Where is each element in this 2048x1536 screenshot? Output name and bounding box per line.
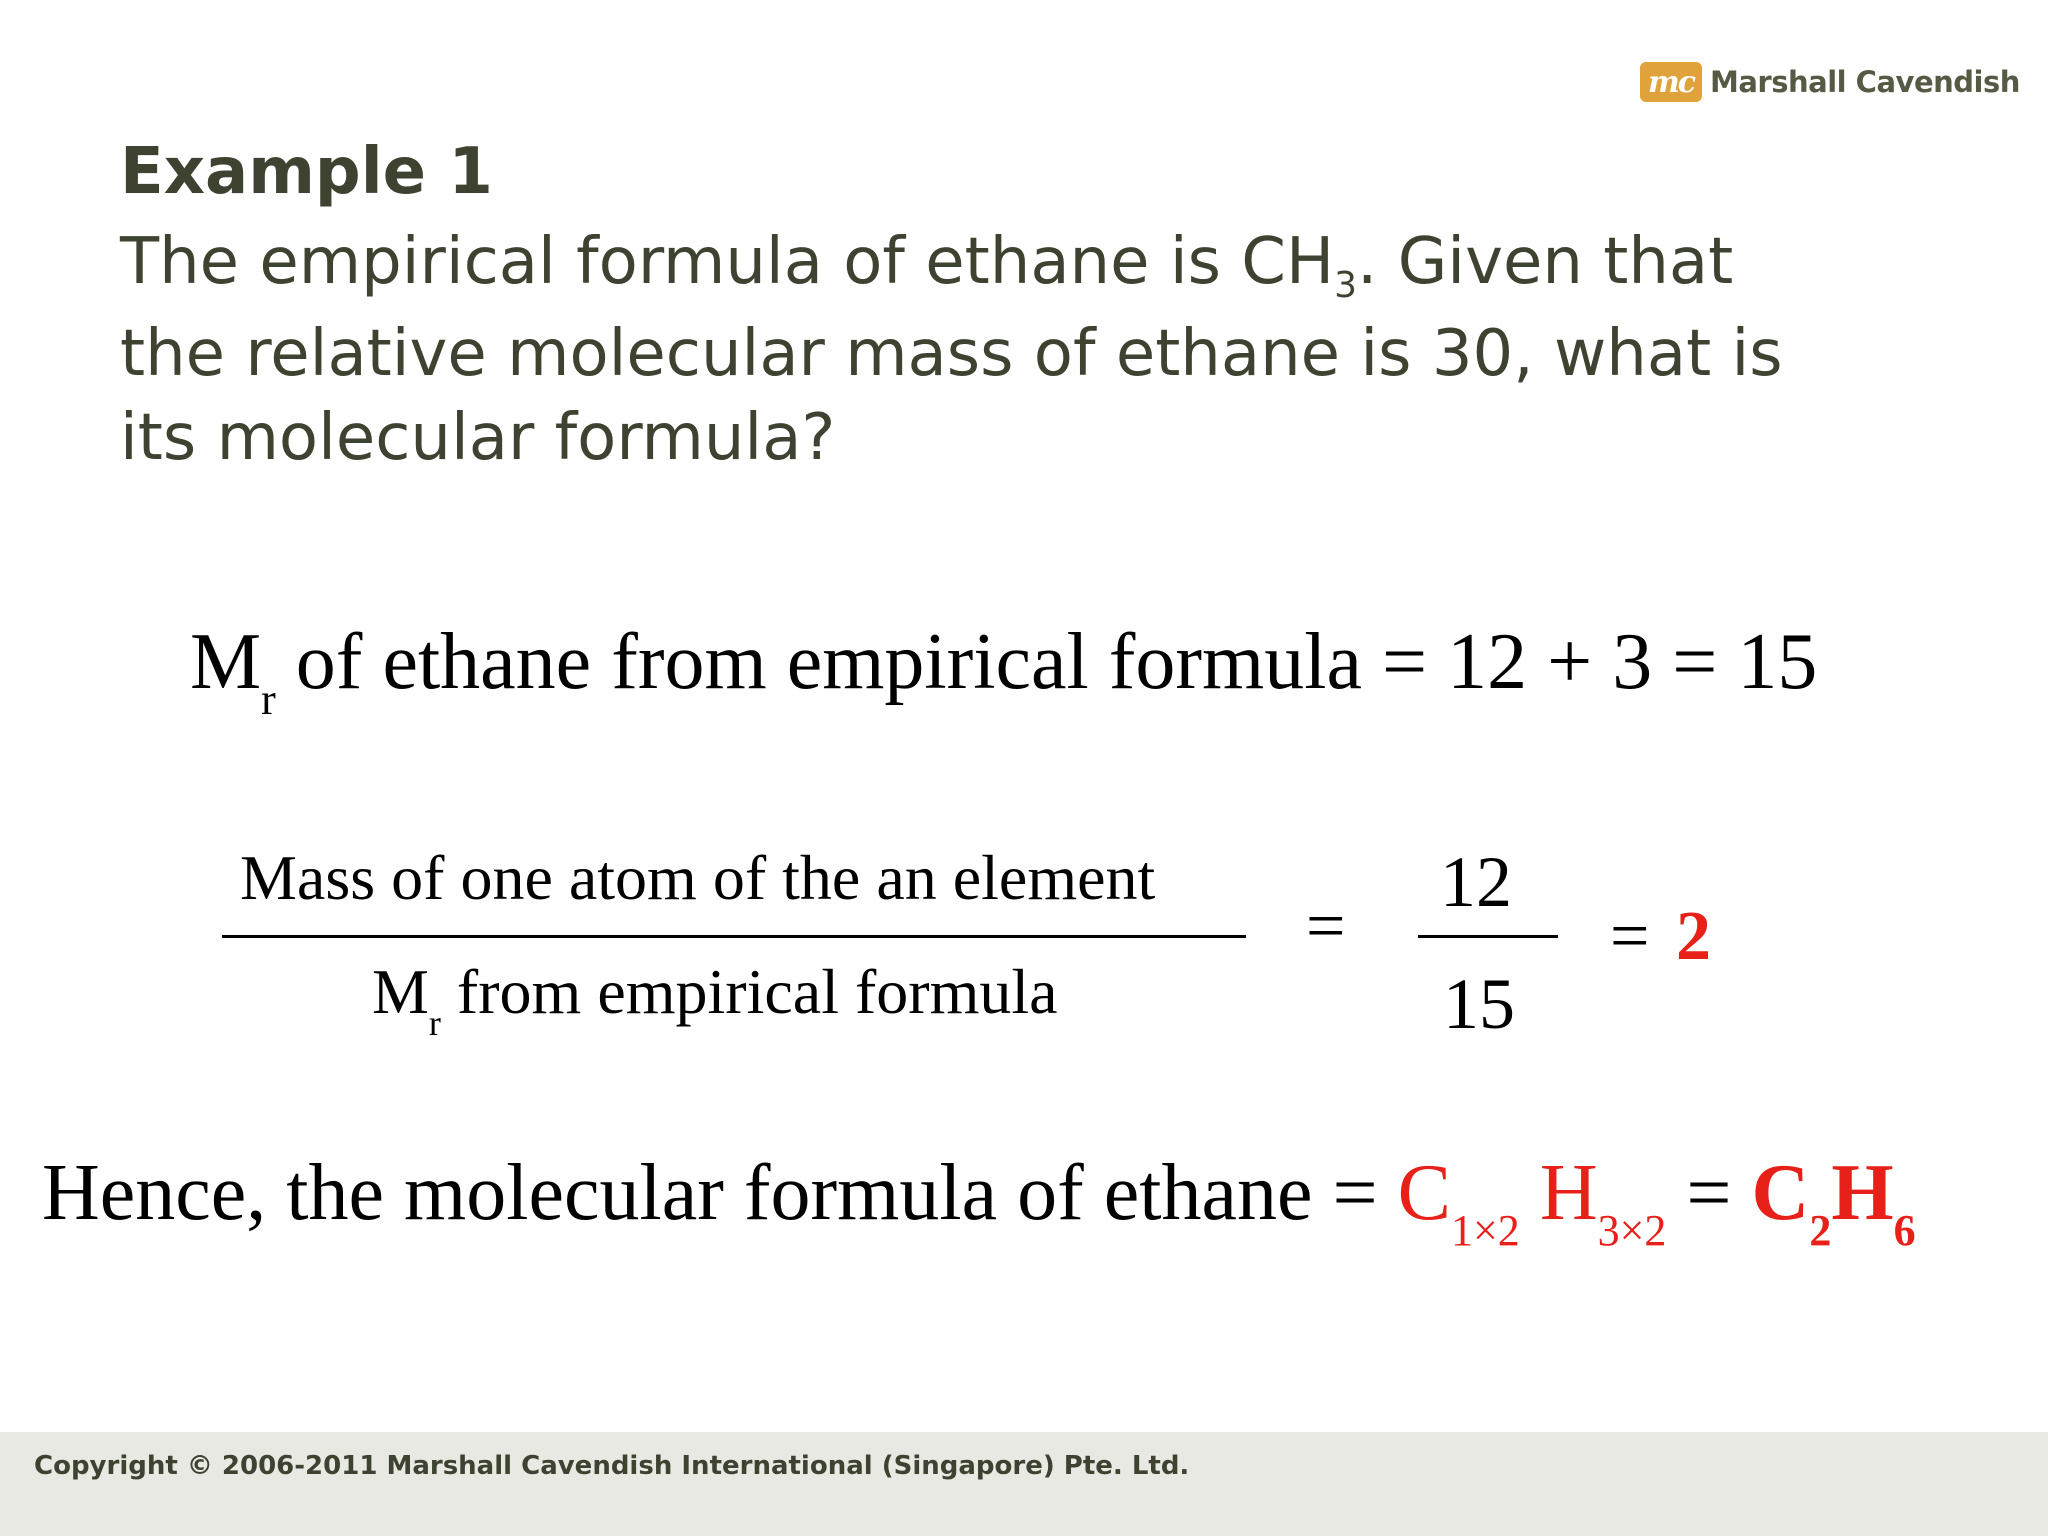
- copyright-text: Copyright © 2006-2011 Marshall Cavendish International (Singapore) Pte. Ltd.: [34, 1451, 1190, 1481]
- subscript: 3: [1334, 265, 1357, 306]
- carbon-symbol: C: [1397, 1149, 1451, 1237]
- mr-subscript: r: [261, 675, 276, 724]
- hydrogen-subscript: 3×2: [1597, 1206, 1667, 1255]
- question-text: The empirical formula of ethane is CH: [120, 225, 1335, 299]
- question-line-1: [120, 225, 1734, 306]
- hydrogen-symbol: H: [1519, 1149, 1598, 1237]
- fraction-bar: [222, 935, 1246, 938]
- equals-sign: =: [1666, 1149, 1752, 1237]
- example-heading: Example 1: [120, 135, 493, 209]
- mc-logo-icon: mc: [1640, 62, 1702, 102]
- mr-text: of ethane from empirical formula = 12 + 3 = 15: [275, 618, 1818, 706]
- mr-calculation: [190, 618, 1818, 724]
- equals-sign: =: [1306, 888, 1346, 965]
- footer-bar: [0, 1432, 2048, 1536]
- numeric-denominator: 15: [1443, 964, 1515, 1044]
- mr-subscript: r: [428, 1003, 441, 1043]
- answer-hydrogen: H: [1831, 1149, 1894, 1237]
- conclusion-line: [42, 1149, 1916, 1255]
- conclusion-text: Hence, the molecular formula of ethane =: [42, 1149, 1398, 1237]
- equals-sign: =: [1610, 898, 1650, 975]
- logo-text: Marshall Cavendish: [1710, 65, 2020, 99]
- denominator-text: from empirical formula: [440, 956, 1058, 1027]
- question-line-2: the relative molecular mass of ethane is 30, what is: [120, 317, 1783, 391]
- publisher-logo: [1640, 60, 2020, 104]
- mr-symbol: M: [372, 956, 429, 1027]
- question-text: . Given that: [1357, 225, 1734, 299]
- answer-carbon: C: [1751, 1149, 1810, 1237]
- question-line-3: its molecular formula?: [120, 401, 836, 475]
- answer-hydrogen-subscript: 6: [1893, 1206, 1916, 1255]
- carbon-subscript: 1×2: [1450, 1206, 1520, 1255]
- answer-carbon-subscript: 2: [1809, 1206, 1832, 1255]
- result-value: 2: [1676, 898, 1711, 975]
- mr-symbol: M: [190, 618, 262, 706]
- fraction-denominator: [372, 956, 1058, 1043]
- numeric-fraction-bar: [1418, 935, 1558, 938]
- numeric-numerator: 12: [1440, 842, 1512, 922]
- result-equals: [1610, 898, 1650, 975]
- fraction-numerator: Mass of one atom of the an element: [240, 842, 1156, 913]
